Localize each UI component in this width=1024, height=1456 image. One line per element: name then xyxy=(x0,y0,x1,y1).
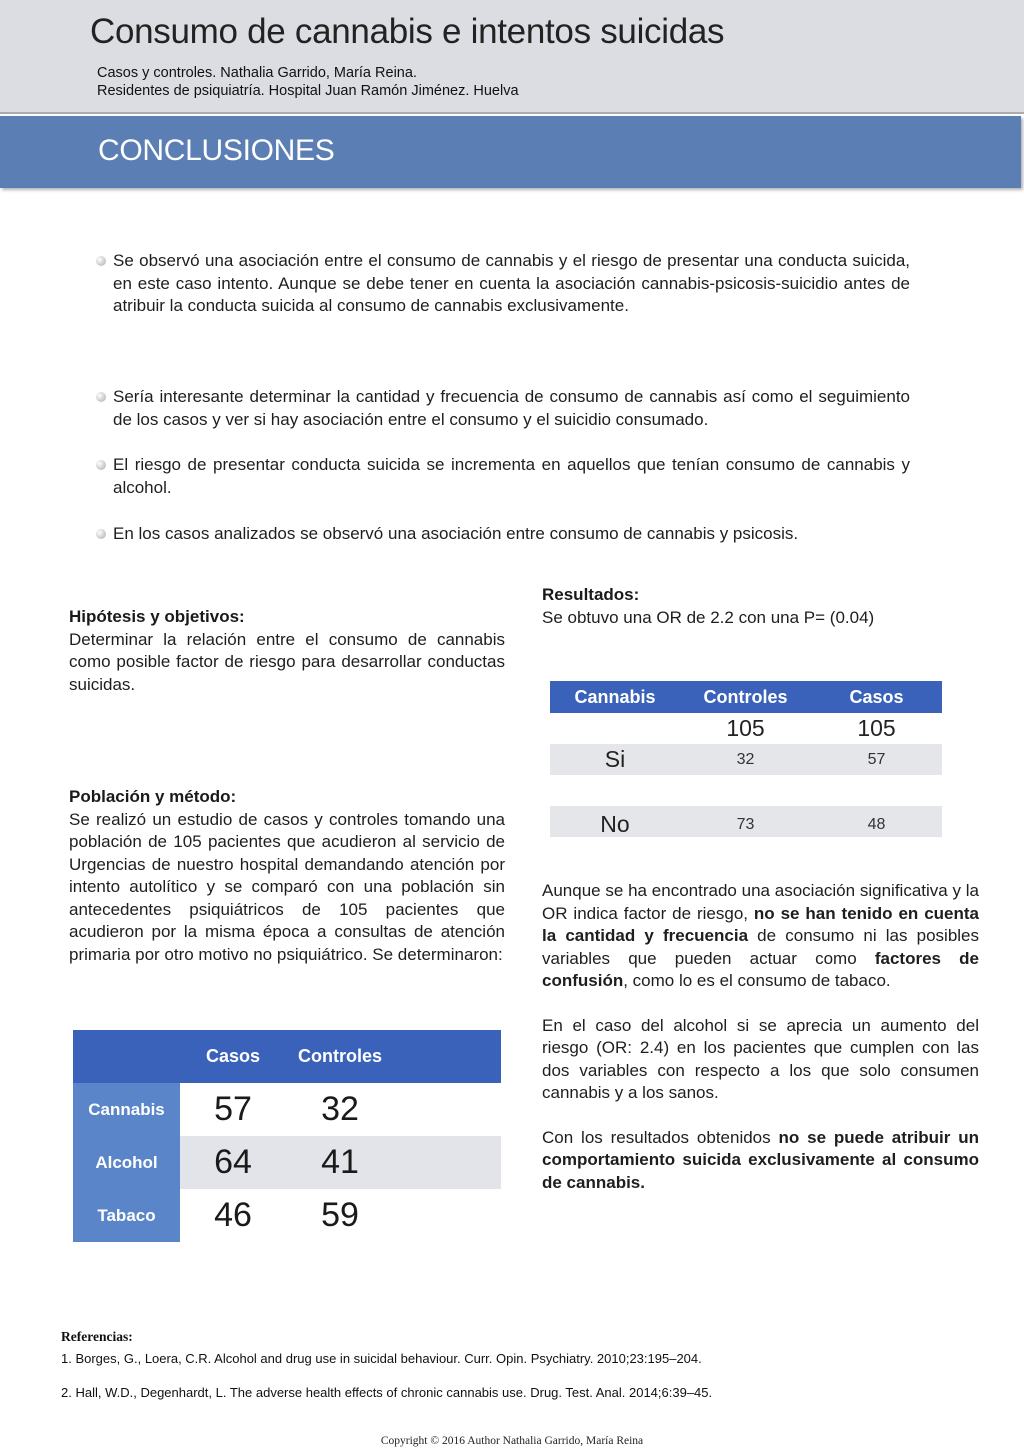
results-heading: Resultados: xyxy=(542,585,640,604)
table-row-spacer xyxy=(550,775,942,806)
conclusion-text: Sería interesante determinar la cantidad y frecuencia de consumo de cannabis así como el seguimiento de los casos y ver si hay asociación entre el consumo y el suicidio consumado. xyxy=(113,387,910,429)
header-cell-controles: Controles xyxy=(703,686,788,707)
discussion-emphasis: no se puede atribuir un comportamiento suicida exclusivamente al consumo de cannabis. xyxy=(542,1127,979,1192)
header-cell-casos: Casos xyxy=(205,1046,261,1066)
row-label: Tabaco xyxy=(73,1189,180,1242)
controles-value: 59 xyxy=(321,1196,359,1234)
header-cell-cannabis: Cannabis xyxy=(574,686,656,707)
hypothesis-body: Determinar la relación entre el consumo de cannabis como posible factor de riesgo para desarrollar conductas suicidas. xyxy=(69,629,505,694)
poster-title: Consumo de cannabis e intentos suicidas xyxy=(90,12,725,51)
controles-value: 73 xyxy=(736,815,755,833)
reference-item: 1. Borges, G., Loera, C.R. Alcohol and drug use in suicidal behaviour. Curr. Opin. Psychiatry. 2010;23:195–204. xyxy=(61,1351,702,1366)
substance-table xyxy=(73,1030,501,1242)
discussion-emphasis: no se han tenido en cuenta la cantidad y frecuencia xyxy=(542,903,979,945)
table-row-totals xyxy=(550,713,942,744)
bullet-icon xyxy=(96,460,106,470)
bullet-icon xyxy=(96,529,106,539)
controles-value: 32 xyxy=(736,750,755,768)
controles-value: 32 xyxy=(321,1090,359,1128)
row-label: Alcohol xyxy=(73,1136,180,1189)
conclusion-item xyxy=(96,386,910,431)
bullet-icon xyxy=(96,392,106,402)
references xyxy=(61,1329,961,1400)
casos-value: 64 xyxy=(214,1143,252,1181)
discussion xyxy=(542,880,979,1194)
discussion-paragraph-3 xyxy=(542,1127,979,1195)
controles-value: 41 xyxy=(321,1143,359,1181)
left-column xyxy=(69,606,505,966)
discussion-text: Aunque se ha encontrado una asociación significativa y la OR indica factor de riesgo, xyxy=(542,881,979,923)
discussion-text: Con los resultados obtenidos xyxy=(542,1127,779,1147)
table-row xyxy=(73,1136,501,1189)
references-heading: Referencias: xyxy=(61,1329,133,1344)
affiliation-line: Residentes de psiquiatría. Hospital Juan Ramón Jiménez. Huelva xyxy=(97,83,519,99)
bullet-icon xyxy=(96,256,106,266)
method-heading: Población y método: xyxy=(69,787,237,806)
table-row xyxy=(550,806,942,837)
row-label: Si xyxy=(604,746,626,772)
substance-table-header xyxy=(73,1030,501,1083)
conclusion-item xyxy=(96,454,910,499)
controles-total: 105 xyxy=(726,715,765,741)
copyright: Copyright © 2016 Author Nathalia Garrido, María Reina xyxy=(380,1435,644,1447)
casos-value: 57 xyxy=(867,750,886,768)
discussion-paragraph-1 xyxy=(542,880,979,993)
table-row xyxy=(73,1189,501,1242)
conclusion-text: En los casos analizados se observó una asociación entre consumo de cannabis y psicosis. xyxy=(113,524,799,543)
discussion-text: , como lo es el consumo de tabaco. xyxy=(623,971,891,990)
conclusion-text: El riesgo de presentar conducta suicida se incrementa en aquellos que tenían consumo de cannabis y alcohol. xyxy=(113,455,910,497)
results-body: Se obtuvo una OR de 2.2 con una P= (0.04) xyxy=(542,607,875,627)
poster-header xyxy=(0,0,1024,114)
row-label: Cannabis xyxy=(73,1083,180,1136)
conclusion-item xyxy=(96,250,910,318)
table-row xyxy=(550,744,942,775)
reference-item: 2. Hall, W.D., Degenhardt, L. The adverse health effects of chronic cannabis use. Drug. Test. Anal. 2014;6:39–45. xyxy=(61,1385,713,1400)
authors-line: Casos y controles. Nathalia Garrido, María Reina. xyxy=(97,65,417,81)
right-column xyxy=(542,584,979,629)
casos-value: 48 xyxy=(867,815,886,833)
discussion-emphasis: factores de confusión xyxy=(542,948,980,990)
casos-value: 57 xyxy=(214,1090,252,1128)
casos-total: 105 xyxy=(857,715,896,741)
method-body: Se realizó un estudio de casos y controles tomando una población de 105 pacientes que acudieron al servicio de Urgencias de nuestro hospital demandando atención por intento autolítico y se comparó con una población sin antecedentes psiquiátricos de 105 pacientes que acudieron por la misma época a consultas de atención primaria por otro motivo no psiquiátrico. Se determinaron: xyxy=(69,809,505,964)
conclusion-item xyxy=(96,523,910,546)
casos-value: 46 xyxy=(214,1196,252,1234)
results-table xyxy=(550,681,942,837)
table-row xyxy=(73,1083,501,1136)
results-table-header xyxy=(550,681,942,713)
conclusion-text: Se observó una asociación entre el consumo de cannabis y el riesgo de presentar una conducta suicida, en este caso intento. Aunque se debe tener en cuenta la asociación cannabis-psicosis-suicidio antes de atribuir la conducta suicida al consumo de cannabis exclusivamente. xyxy=(113,251,910,315)
header-cell-controles: Controles xyxy=(297,1046,382,1066)
discussion-paragraph-2: En el caso del alcohol si se aprecia un aumento del riesgo (OR: 2.4) en los pacientes que cumplen con las dos variables con respecto a los que solo consumen cannabis y a los sanos. xyxy=(542,1015,979,1102)
discussion-text: de consumo ni las posibles variables que pueden actuar como xyxy=(542,926,979,968)
conclusions-banner xyxy=(0,116,1021,188)
header-cell-casos: Casos xyxy=(849,686,904,707)
banner-title: CONCLUSIONES xyxy=(98,134,335,167)
row-label: No xyxy=(600,811,630,837)
hypothesis-heading: Hipótesis y objetivos: xyxy=(69,607,245,626)
